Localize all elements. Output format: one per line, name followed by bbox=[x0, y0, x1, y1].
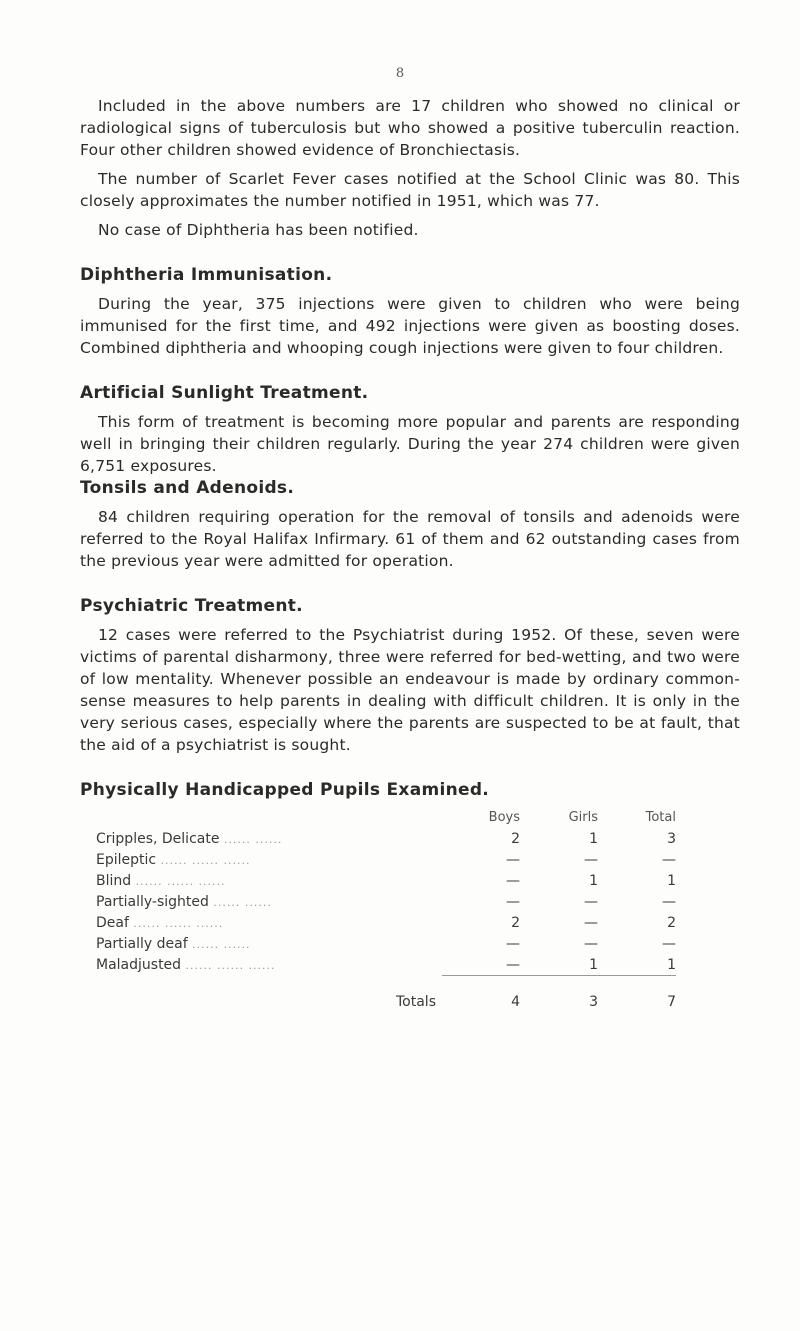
cell-girls: — bbox=[584, 893, 598, 910]
table-header-row bbox=[80, 807, 676, 828]
cell-girls: — bbox=[584, 935, 598, 952]
table-row bbox=[80, 933, 676, 954]
heading-artificial-sunlight: Artificial Sunlight Treatment. bbox=[80, 383, 369, 403]
leader-dots: ...... ...... ...... bbox=[135, 874, 226, 888]
document-body bbox=[80, 95, 740, 1010]
rule-girls bbox=[520, 976, 598, 985]
row-label: Partially-sighted bbox=[96, 893, 209, 910]
table-row bbox=[80, 954, 676, 976]
paragraph-artificial-sunlight: This form of treatment is becoming more popular and parents are responding well in bringing their children regularly. During the year 274 children were given 6,751 exposures. bbox=[80, 413, 740, 475]
cell-boys: — bbox=[506, 935, 520, 952]
cell-girls: 1 bbox=[589, 830, 598, 847]
leader-dots: ...... ...... bbox=[213, 895, 272, 909]
cell-total: 1 bbox=[667, 956, 676, 973]
cell-total: — bbox=[662, 851, 676, 868]
page-number: 8 bbox=[395, 66, 405, 81]
totals-label: Totals bbox=[396, 994, 436, 1010]
heading-handicapped-pupils: Physically Handicapped Pupils Examined. bbox=[80, 780, 490, 800]
cell-girls: — bbox=[584, 851, 598, 868]
row-label: Cripples, Delicate bbox=[96, 830, 220, 847]
paragraph-diphtheria-immunisation: During the year, 375 injections were given to children who were being immunised for the first time, and 492 injections were given as boosting doses. Combined diphtheria and whooping cough injections were given to four children. bbox=[80, 295, 740, 357]
paragraph-tuberculosis: Included in the above numbers are 17 children who showed no clinical or radiological signs of tuberculosis but who showed a positive tuberculin reaction. Four other children showed evidence of Bronchiectasis. bbox=[80, 97, 740, 159]
cell-boys: — bbox=[506, 851, 520, 868]
total-total: 7 bbox=[667, 994, 676, 1010]
table-row bbox=[80, 870, 676, 891]
heading-diphtheria-immunisation: Diphtheria Immunisation. bbox=[80, 265, 333, 285]
cell-total: — bbox=[662, 935, 676, 952]
cell-boys: — bbox=[506, 893, 520, 910]
leader-dots: ...... ...... bbox=[192, 937, 251, 951]
totals-rule bbox=[80, 976, 676, 985]
rule-total bbox=[598, 976, 676, 985]
row-label: Maladjusted bbox=[96, 956, 182, 973]
table-row bbox=[80, 891, 676, 912]
cell-boys: — bbox=[506, 956, 520, 973]
table-row bbox=[80, 849, 676, 870]
paragraph-tonsils-adenoids: 84 children requiring operation for the removal of tonsils and adenoids were referred to the Royal Halifax Infirmary. 61 of them and 62 outstanding cases from the previous year were admitted for operation. bbox=[80, 508, 740, 570]
cell-total: 2 bbox=[667, 914, 676, 931]
column-header-boys: Boys bbox=[488, 810, 520, 825]
cell-boys: 2 bbox=[511, 914, 520, 931]
heading-tonsils-adenoids: Tonsils and Adenoids. bbox=[80, 478, 295, 498]
row-label: Partially deaf bbox=[96, 935, 188, 952]
leader-dots: ...... ...... bbox=[223, 832, 283, 846]
column-header-total: Total bbox=[645, 810, 676, 825]
rule-boys bbox=[442, 976, 520, 985]
cell-total: 1 bbox=[667, 872, 676, 889]
cell-boys: — bbox=[506, 872, 520, 889]
total-boys: 4 bbox=[511, 994, 520, 1010]
paragraph-diphtheria: No case of Diphtheria has been notified. bbox=[98, 221, 419, 239]
cell-girls: 1 bbox=[589, 956, 598, 973]
cell-girls: — bbox=[584, 914, 598, 931]
paragraph-scarlet-fever: The number of Scarlet Fever cases notified at the School Clinic was 80. This closely approximates the number notified in 1951, which was 77. bbox=[80, 170, 740, 210]
leader-dots: ...... ...... ...... bbox=[160, 853, 251, 867]
table-row bbox=[80, 912, 676, 933]
row-label: Blind bbox=[96, 872, 132, 889]
heading-psychiatric-treatment: Psychiatric Treatment. bbox=[80, 596, 303, 616]
column-header-girls: Girls bbox=[568, 810, 598, 825]
leader-dots: ...... ...... ...... bbox=[133, 916, 224, 930]
totals-row bbox=[80, 984, 676, 1010]
total-girls: 3 bbox=[589, 994, 598, 1010]
paragraph-psychiatric-treatment: 12 cases were referred to the Psychiatrist during 1952. Of these, seven were victims of parental disharmony, three were referred for bed-wetting, and two were of low mentality. Whenever possible an endeavour is made by ordinary common-sense measures to help parents in dealing with difficult children. It is only in the very serious cases, especially where the parents are suspected to be at fault, that the aid of a psychiatrist is sought. bbox=[80, 626, 740, 754]
cell-total: 3 bbox=[667, 830, 676, 847]
cell-boys: 2 bbox=[511, 830, 520, 847]
handicapped-pupils-table bbox=[80, 807, 676, 1010]
leader-dots: ...... ...... ...... bbox=[185, 958, 276, 972]
row-label: Deaf bbox=[96, 914, 129, 931]
table-row bbox=[80, 828, 676, 849]
row-label: Epileptic bbox=[96, 851, 157, 868]
cell-girls: 1 bbox=[589, 872, 598, 889]
cell-total: — bbox=[662, 893, 676, 910]
